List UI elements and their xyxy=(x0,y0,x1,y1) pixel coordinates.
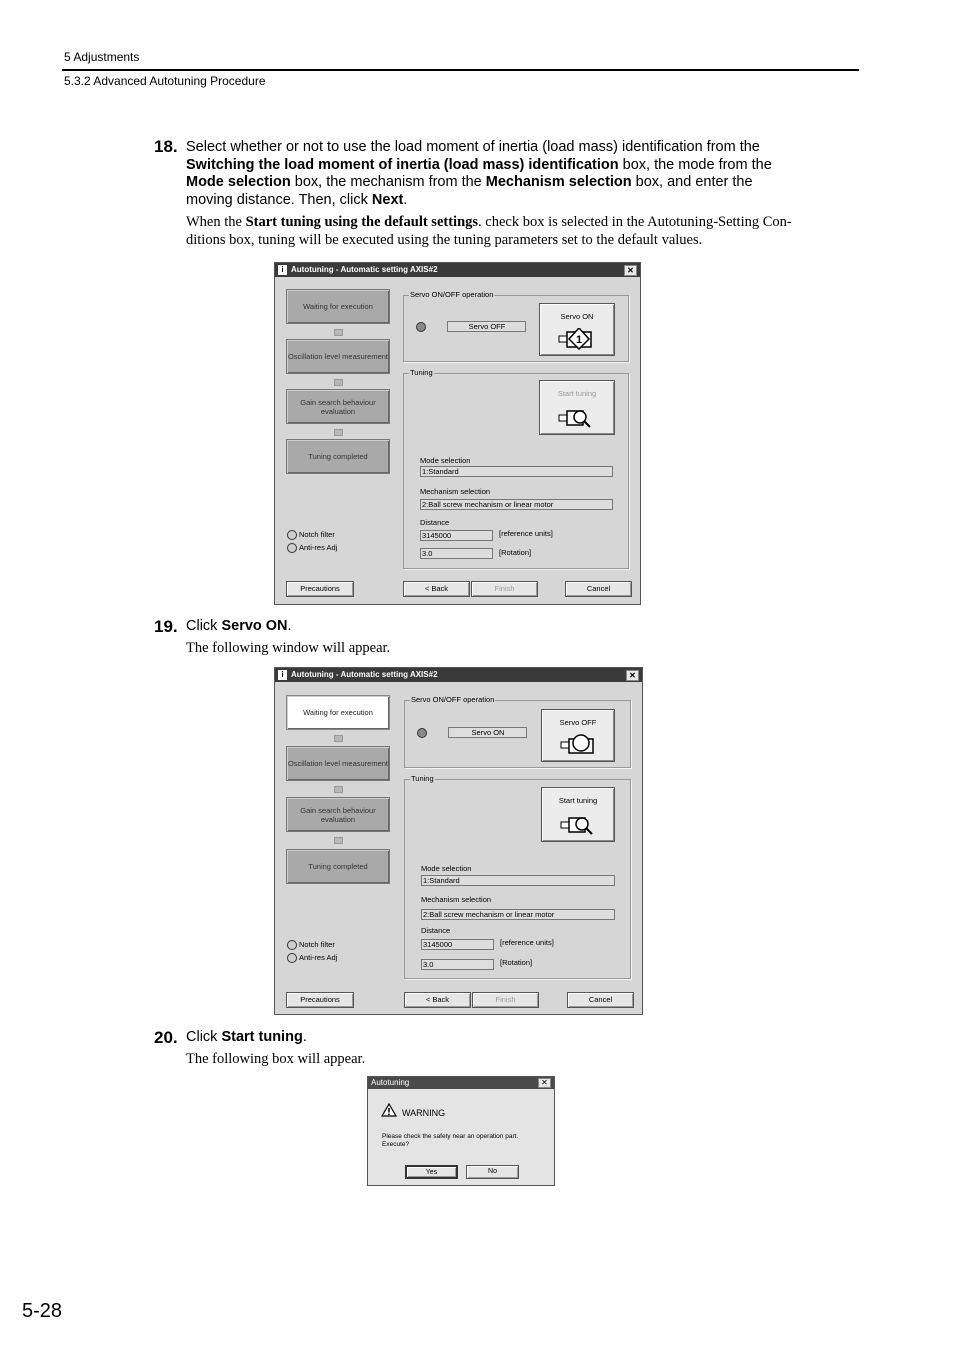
step-connector xyxy=(334,786,343,793)
step-oscillation-level: Oscillation level measurement xyxy=(286,339,390,374)
start-tuning-button[interactable]: Start tuning xyxy=(541,787,615,842)
dialog-1-titlebar: i Autotuning - Automatic setting AXIS#2 ✕ xyxy=(275,263,640,277)
cancel-button[interactable]: Cancel xyxy=(567,992,634,1008)
step-waiting-for-execution: Waiting for execution xyxy=(286,695,390,730)
precautions-button[interactable]: Precautions xyxy=(286,581,354,597)
anti-res-adj-radio[interactable]: Anti-res Adj xyxy=(287,543,337,553)
page-number: 5-28 xyxy=(22,1300,63,1322)
servo-status-led xyxy=(417,728,427,738)
servo-group: Servo ON/OFF operation Servo OFF Servo ON 1 xyxy=(403,295,629,362)
step-20-note: The following box will appear. xyxy=(186,1051,366,1067)
step-20-instruction: Click Start tuning. xyxy=(186,1029,307,1045)
step-connector xyxy=(334,837,343,844)
step-oscillation-level: Oscillation level measurement xyxy=(286,746,390,781)
section-header: 5.3.2 Advanced Autotuning Procedure xyxy=(64,74,266,88)
warning-heading: WARNING xyxy=(402,1108,446,1118)
step-20-number: 20. xyxy=(154,1028,178,1047)
close-icon[interactable]: ✕ xyxy=(624,265,637,276)
mechanism-selection-field[interactable]: 2:Ball screw mechanism or linear motor xyxy=(421,909,615,920)
step-18-note: When the Start tuning using the default settings. check box is selected in the Autotuning-Setting Con- ditions box, tuning will be executed using the tuning parameters set to the default values. xyxy=(186,214,792,248)
mode-selection-field[interactable]: 1:Standard xyxy=(420,466,613,477)
step-waiting-for-execution: Waiting for execution xyxy=(286,289,390,324)
servo-group: Servo ON/OFF operation Servo ON Servo OFF xyxy=(404,700,631,768)
close-icon[interactable]: ✕ xyxy=(538,1078,551,1088)
step-connector xyxy=(334,735,343,742)
servo-motor-icon xyxy=(560,734,600,756)
mode-selection-field[interactable]: 1:Standard xyxy=(421,875,615,886)
step-tuning-completed: Tuning completed xyxy=(286,439,390,474)
header-rule xyxy=(62,69,859,71)
warning-icon xyxy=(381,1103,397,1117)
step-connector xyxy=(334,429,343,436)
step-tuning-completed: Tuning completed xyxy=(286,849,390,884)
step-connector xyxy=(334,379,343,386)
step-18-number: 18. xyxy=(154,137,178,156)
step-18-instruction: Select whether or not to use the load moment of inertia (load mass) identification from the Switching the load moment of inertia (load mass) identification box, the mode from the Mode selection box, the mechanism from the Mechanism selection box, and enter the moving distance. Then, click Next. xyxy=(186,139,772,208)
step-19-note: The following window will appear. xyxy=(186,640,391,656)
servo-status-field: Servo ON xyxy=(448,727,527,738)
servo-on-button[interactable]: Servo ON 1 xyxy=(539,303,615,356)
notch-filter-radio[interactable]: Notch filter xyxy=(287,940,335,950)
warning-dialog xyxy=(367,1076,555,1186)
servo-off-button[interactable]: Servo OFF xyxy=(541,709,615,762)
autotuning-dialog-2 xyxy=(274,667,643,1015)
dialog-2-titlebar: i Autotuning - Automatic setting AXIS#2 ✕ xyxy=(275,668,642,682)
chapter-header: 5 Adjustments xyxy=(64,50,140,64)
step-gain-search: Gain search behaviour evaluation xyxy=(286,389,390,424)
step-gain-search: Gain search behaviour evaluation xyxy=(286,797,390,832)
app-logo-icon: i xyxy=(278,265,287,275)
step-connector xyxy=(334,329,343,336)
anti-res-adj-radio[interactable]: Anti-res Adj xyxy=(287,953,337,963)
precautions-button[interactable]: Precautions xyxy=(286,992,354,1008)
distance-input[interactable]: 3145000 xyxy=(421,939,494,950)
no-button[interactable]: No xyxy=(466,1165,519,1179)
finish-button[interactable]: Finish xyxy=(471,581,538,597)
back-button[interactable]: < Back xyxy=(403,581,470,597)
magnifier-motor-icon xyxy=(558,407,598,429)
step-19-number: 19. xyxy=(154,617,178,636)
svg-text:1: 1 xyxy=(575,334,583,346)
magnifier-motor-icon xyxy=(560,814,600,836)
finish-button[interactable]: Finish xyxy=(472,992,539,1008)
close-icon[interactable]: ✕ xyxy=(626,670,639,681)
app-logo-icon: i xyxy=(278,670,287,680)
notch-filter-radio[interactable]: Notch filter xyxy=(287,530,335,540)
rotation-input[interactable]: 3.0 xyxy=(420,548,493,559)
servo-motor-icon xyxy=(558,328,598,350)
distance-input[interactable]: 3145000 xyxy=(420,530,493,541)
cancel-button[interactable]: Cancel xyxy=(565,581,632,597)
servo-status-led xyxy=(416,322,426,332)
warning-message-line2: Execute? xyxy=(382,1141,410,1148)
autotuning-dialog-1 xyxy=(274,262,641,605)
tuning-group: Tuning Start tuning Mode selection 1:Standard Mechanism selection 2:Ball screw mechanism or linear motor Distance 3145000 [reference units] 3.0 [Rotation] xyxy=(404,779,631,979)
back-button[interactable]: < Back xyxy=(404,992,471,1008)
warning-titlebar: Autotuning ✕ xyxy=(368,1077,554,1089)
rotation-input[interactable]: 3.0 xyxy=(421,959,494,970)
tuning-group: Tuning Start tuning Mode selection 1:Standard Mechanism selection 2:Ball screw mechanism or linear motor Distance 3145000 [reference units] 3.0 [Rotation] xyxy=(403,373,629,569)
step-19-instruction: Click Servo ON. xyxy=(186,618,292,634)
servo-status-field: Servo OFF xyxy=(447,321,526,332)
yes-button[interactable]: Yes xyxy=(405,1165,458,1179)
mechanism-selection-field[interactable]: 2:Ball screw mechanism or linear motor xyxy=(420,499,613,510)
warning-message-line1: Please check the safety near an operation part. xyxy=(382,1133,519,1140)
start-tuning-button[interactable]: Start tuning xyxy=(539,380,615,435)
